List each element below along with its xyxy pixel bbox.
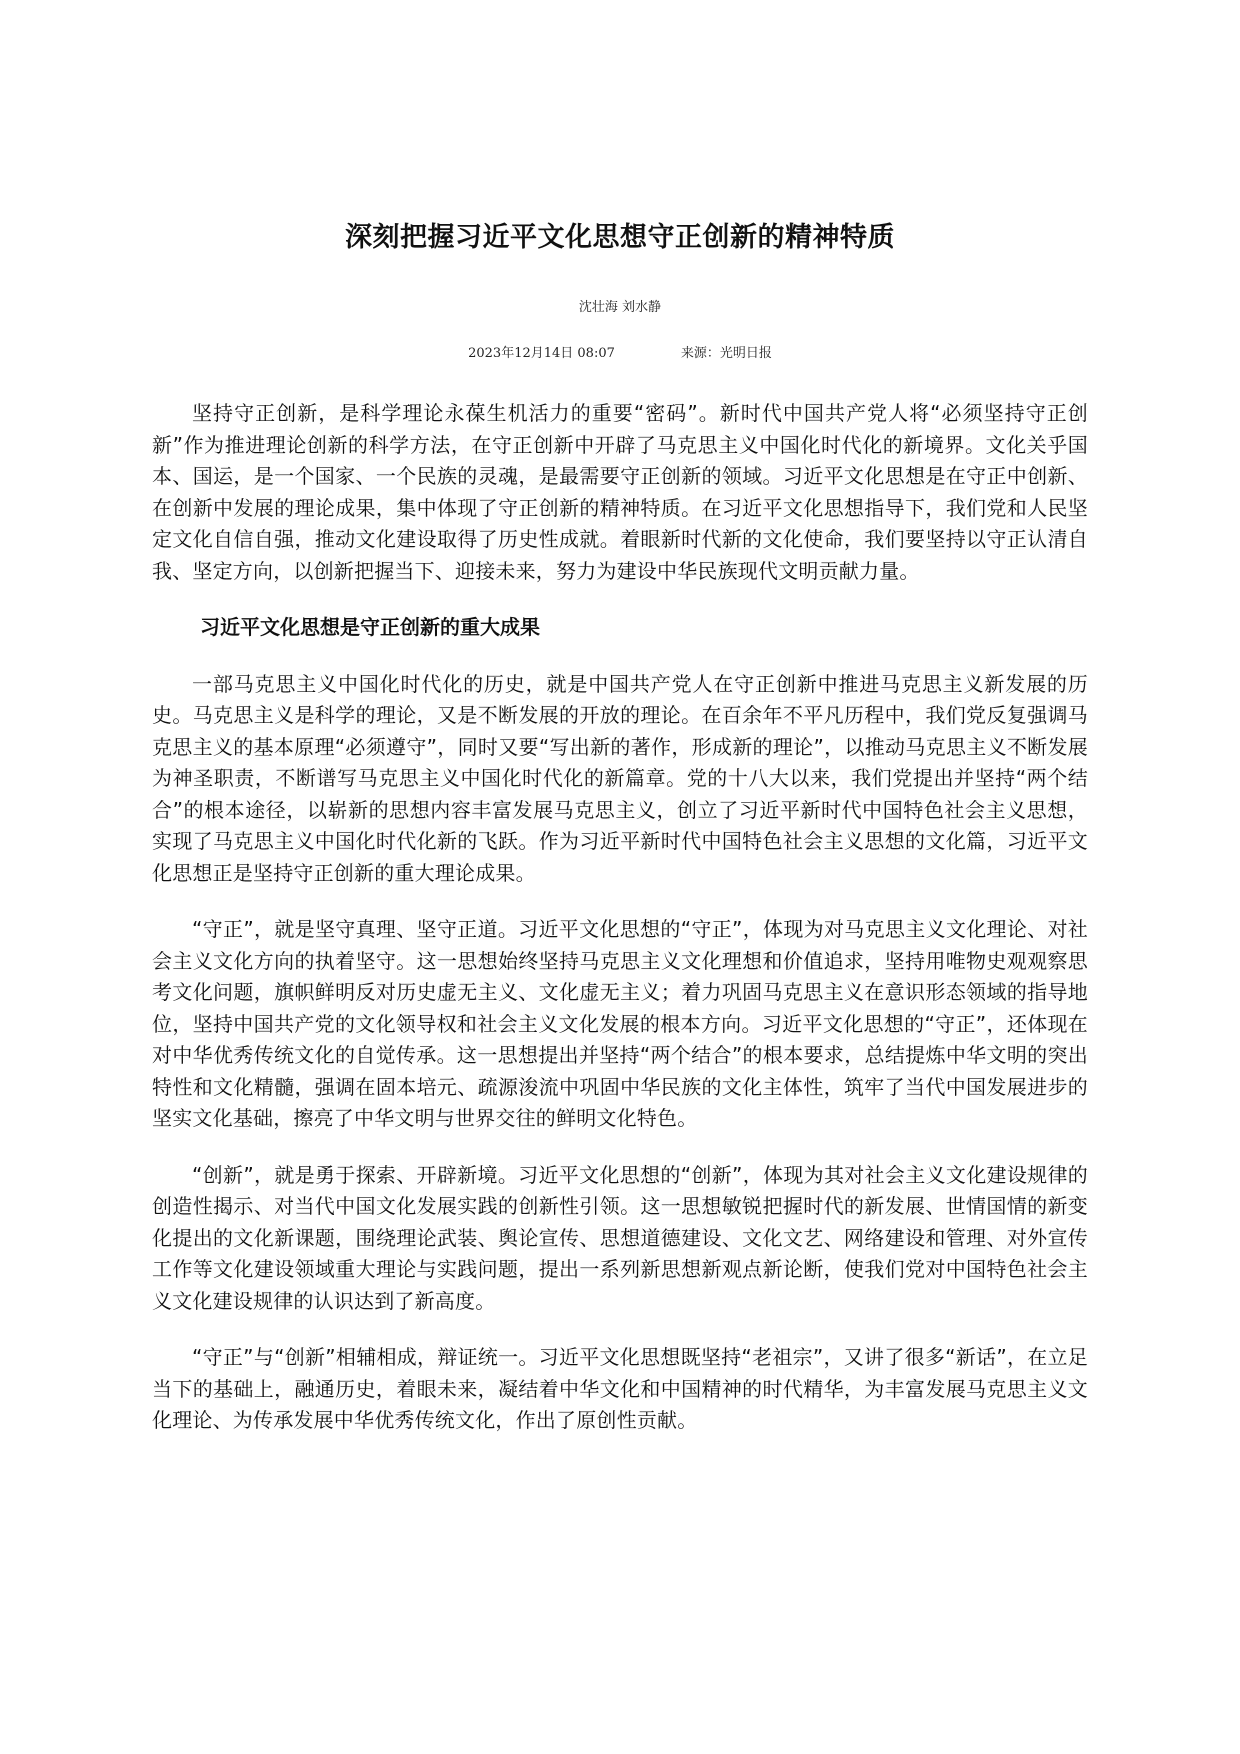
paragraph: 一部马克思主义中国化时代化的历史，就是中国共产党人在守正创新中推进马克思主义新发展的历史。马克思主义是科学的理论，又是不断发展的开放的理论。在百余年不平凡历程中，我们党反复强调马克思主义的基本原理“必须遵守”，同时又要“写出新的著作，形成新的理论”，以推动马克思主义不断发展为神圣职责，不断谱写马克思主义中国化时代化的新篇章。党的十八大以来，我们党提出并坚持“两个结合”的根本途径，以崭新的思想内容丰富发展马克思主义，创立了习近平新时代中国特色社会主义思想，实现了马克思主义中国化时代化新的飞跃。作为习近平新时代中国特色社会主义思想的文化篇，习近平文化思想正是坚持守正创新的重大理论成果。 — [152, 671, 1088, 885]
paragraph: “创新”，就是勇于探索、开辟新境。习近平文化思想的“创新”，体现为其对社会主义文化建设规律的创造性揭示、对当代中国文化发展实践的创新性引领。这一思想敏锐把握时代的新发展、世情国情的新变化提出的文化新课题，围绕理论武装、舆论宣传、思想道德建设、文化文艺、网络建设和管理、对外宣传工作等文化建设领域重大理论与实践问题，提出一系列新思想新观点新论断，使我们党对中国特色社会主义文化建设规律的认识达到了新高度。 — [152, 1162, 1088, 1313]
section-heading: 习近平文化思想是守正创新的重大成果 — [200, 615, 540, 639]
article-body — [152, 398, 1088, 1462]
article-meta — [0, 344, 1240, 364]
article-authors: 沈壮海 刘水静 — [578, 300, 662, 315]
paragraph: “守正”，就是坚守真理、坚守正道。习近平文化思想的“守正”，体现为对马克思主义文化理论、对社会主义文化方向的执着坚守。这一思想始终坚持马克思主义文化理想和价值追求，坚持用唯物史观观察思考文化问题，旗帜鲜明反对历史虚无主义、文化虚无主义；着力巩固马克思主义在意识形态领域的指导地位，坚持中国共产党的文化领导权和社会主义文化发展的根本方向。习近平文化思想的“守正”，还体现在对中华优秀传统文化的自觉传承。这一思想提出并坚持“两个结合”的根本要求，总结提炼中华文明的突出特性和文化精髓，强调在固本培元、疏源浚流中巩固中华民族的文化主体性，筑牢了当代中国发展进步的坚实文化基础，擦亮了中华文明与世界交往的鲜明文化特色。 — [152, 917, 1088, 1130]
publish-date: 2023年12月14日 08:07 — [468, 346, 615, 361]
article-source: 来源：光明日报 — [680, 346, 772, 361]
article-title: 深刻把握习近平文化思想守正创新的精神特质 — [345, 222, 895, 253]
paragraph: “守正”与“创新”相辅相成，辩证统一。习近平文化思想既坚持“老祖宗”，又讲了很多“新话”，在立足当下的基础上，融通历史，着眼未来，凝结着中华文化和中国精神的时代精华，为丰富发展马克思主义文化理论、为传承发展中华优秀传统文化，作出了原创性贡献。 — [152, 1345, 1088, 1432]
paragraph-intro: 坚持守正创新，是科学理论永葆生机活力的重要“密码”。新时代中国共产党人将“必须坚持守正创新”作为推进理论创新的科学方法，在守正创新中开辟了马克思主义中国化时代化的新境界。文化关乎国本、国运，是一个国家、一个民族的灵魂，是最需要守正创新的领域。习近平文化思想是在守正中创新、在创新中发展的理论成果，集中体现了守正创新的精神特质。在习近平文化思想指导下，我们党和人民坚定文化自信自强，推动文化建设取得了历史性成就。着眼新时代新的文化使命，我们要坚持以守正认清自我、坚定方向，以创新把握当下、迎接未来，努力为建设中华民族现代文明贡献力量。 — [152, 401, 1088, 583]
